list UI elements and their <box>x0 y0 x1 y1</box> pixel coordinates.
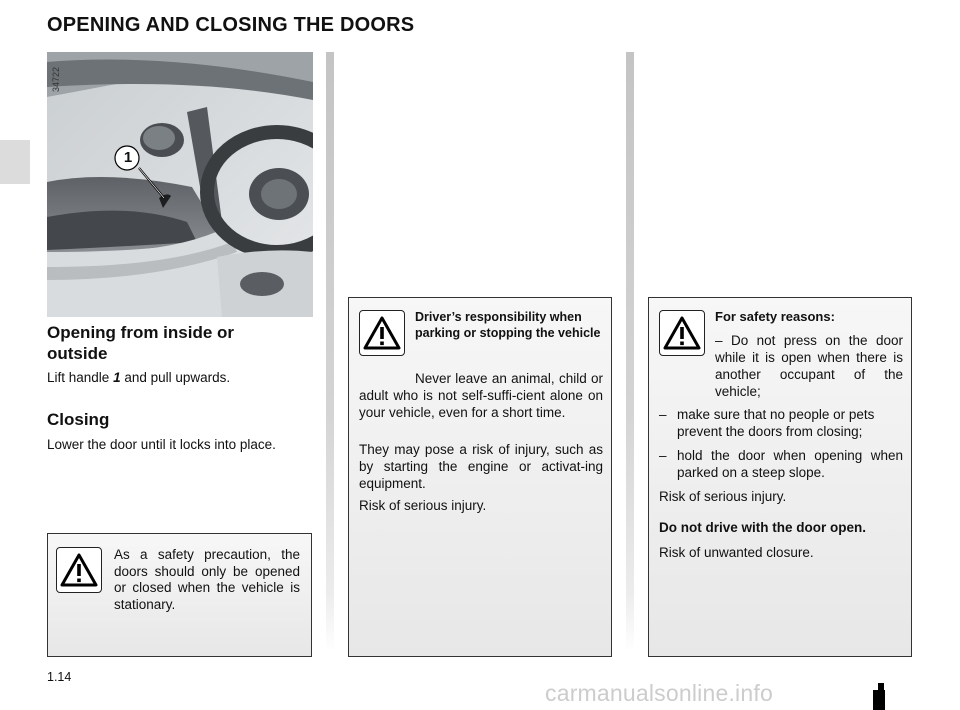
watermark: carmanualsonline.info <box>545 680 773 706</box>
precaution-text: As a safety precaution, the doors should only be opened or closed when the vehicle is stationary. <box>114 547 300 612</box>
safety-item-2: make sure that no people or pets prevent the doors from closing; <box>677 407 875 439</box>
driver-paragraph-2: They may pose a risk of injury, such as by starting the engine or activat-ing equipment. <box>359 442 603 491</box>
chapter-tab <box>0 140 30 184</box>
warning-box-precaution <box>47 533 312 657</box>
handle-reference: 1 <box>113 370 121 385</box>
callout-number: 1 <box>123 149 133 166</box>
door-interior-illustration <box>47 52 313 317</box>
section-title-opening: Opening from inside or outside <box>47 323 235 363</box>
column-divider-right <box>626 52 634 652</box>
page-corner-mark-top <box>878 683 884 693</box>
warning-box-driver-responsibility <box>348 297 612 657</box>
image-reference-number: 34722 <box>51 66 61 92</box>
column-divider-left <box>326 52 334 652</box>
safety-item-3-dash: – <box>659 448 667 463</box>
safety-reasons-heading: For safety reasons: <box>715 309 835 324</box>
safety-item-3: hold the door when opening when parked on a steep slope. <box>677 448 903 480</box>
warning-triangle-icon <box>359 310 405 356</box>
driver-paragraph-3: Risk of serious injury. <box>359 498 487 513</box>
door-interior-photo <box>47 52 313 317</box>
safety-risk-text: Risk of serious injury. <box>659 489 787 504</box>
driver-responsibility-heading: Driver’s responsibility when parking or stopping the vehicle <box>415 310 601 340</box>
warning-box-safety-reasons <box>648 297 912 657</box>
closing-instructions: Lower the door until it locks into place. <box>47 437 276 452</box>
page-title: OPENING AND CLOSING THE DOORS <box>47 14 415 36</box>
section-title-closing: Closing <box>47 410 110 429</box>
page-corner-mark <box>873 690 885 710</box>
opening-instructions: Lift handle 1 and pull upwards. <box>47 370 231 385</box>
warning-triangle-icon <box>56 547 102 593</box>
warning-triangle-icon <box>659 310 705 356</box>
page-number: 1.14 <box>47 670 72 684</box>
safety-item-2-dash: – <box>659 407 667 422</box>
safety-closure-text: Risk of unwanted closure. <box>659 545 814 560</box>
safety-bold-note: Do not drive with the door open. <box>659 520 866 535</box>
driver-paragraph-1: Never leave an animal, child or adult who is not self-suffi-cient alone on your vehicle, even for a short time. <box>359 371 603 420</box>
safety-item-1: – Do not press on the door while it is open when there is another occupant of the vehicle; <box>715 333 903 399</box>
